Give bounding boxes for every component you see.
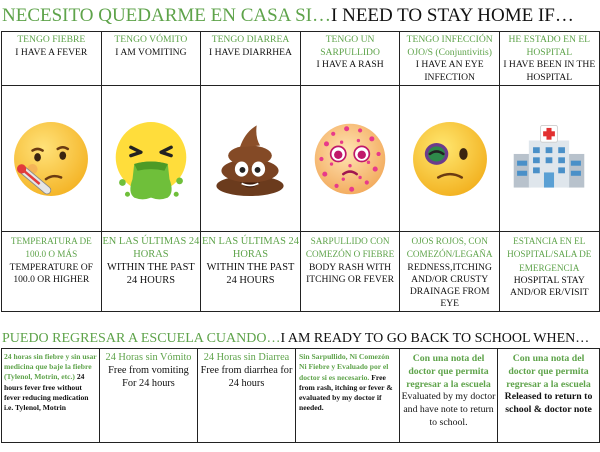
fever-header-es: TENGO FIEBRE xyxy=(17,34,86,45)
diarrhea-footer xyxy=(201,232,301,312)
return-eye-cell xyxy=(400,349,498,443)
diarrhea-picture-cell xyxy=(201,86,301,232)
fever-footer-es: TEMPERATURA DE 100.0 O MÁS xyxy=(10,236,92,260)
vomit-footer-en: WITHIN THE PAST 24 HOURS xyxy=(107,262,195,286)
return-fever-es: 24 horas sin fiebre y sin usar medicina que baje la fiebre (Tylenol, Motrin, etc.) xyxy=(4,352,97,382)
diarrhea-footer-en: WITHIN THE PAST 24 HOURS xyxy=(206,262,295,286)
return-diarrhea-en: Free from diarrhea for 24 hours xyxy=(200,365,293,389)
vomit-footer xyxy=(101,232,201,312)
vomit-header-es: TENGO VÓMITO xyxy=(114,34,188,45)
hospital-footer-en: HOSPITAL STAY AND/OR ER/VISIT xyxy=(509,274,589,299)
eye-footer xyxy=(400,232,500,312)
rash-footer xyxy=(300,232,400,312)
diarrhea-footer-es: EN LAS ÚLTIMAS 24 HORAS xyxy=(202,236,299,260)
eye-footer-es: OJOS ROJOS, CON COMEZÓN/LEGAÑA xyxy=(406,236,493,260)
stay-home-title-en: I NEED TO STAY HOME IF… xyxy=(331,5,574,26)
eye-header-en: I HAVE AN EYE INFECTION xyxy=(415,59,484,83)
return-rash-cell xyxy=(296,349,400,443)
return-school-title-en: I AM READY TO GO BACK TO SCHOOL WHEN… xyxy=(280,331,590,346)
return-diarrhea-es: 24 Horas sin Diarrea xyxy=(203,352,290,363)
return-diarrhea-cell xyxy=(198,349,296,443)
diarrhea-header xyxy=(201,32,301,86)
poop-icon xyxy=(208,117,292,201)
eye-footer-en: REDNESS,ITCHING AND/OR CRUSTY DRAINAGE FROM EYE xyxy=(407,261,492,310)
rash-header xyxy=(300,32,400,86)
thermometer-face-icon xyxy=(9,117,93,201)
rash-footer-en: BODY RASH WITH ITCHING OR FEVER xyxy=(306,261,395,285)
return-hospital-cell xyxy=(498,349,600,443)
vomiting-face-icon xyxy=(109,117,193,201)
diarrhea-header-en: I HAVE DIARRHEA xyxy=(209,46,292,58)
vomit-footer-es: EN LAS ÚLTIMAS 24 HORAS xyxy=(102,236,200,260)
hospital-header xyxy=(499,32,599,86)
fever-header-en: I HAVE A FEVER xyxy=(15,46,88,58)
rash-face-icon xyxy=(308,117,392,201)
vomit-picture-cell xyxy=(101,86,201,232)
rash-header-en: I HAVE A RASH xyxy=(316,59,384,71)
return-school-table xyxy=(1,348,600,443)
vomit-header xyxy=(101,32,201,86)
return-eye-es: Con una nota del doctor que permita regresar a la escuela xyxy=(406,353,491,390)
vomit-header-en: I AM VOMITING xyxy=(115,46,187,58)
hospital-footer-es: ESTANCIA EN EL HOSPITAL/SALA DE EMERGENCIA xyxy=(507,236,592,273)
return-rash-en: Free from rash, itching or fever & evaluated by my doctor if needed. xyxy=(299,372,393,413)
rash-footer-es: SARPULLIDO CON COMEZÓN O FIEBRE xyxy=(305,236,395,260)
eye-header xyxy=(400,32,500,86)
return-vomit-cell xyxy=(100,349,198,443)
fever-picture-cell xyxy=(2,86,102,232)
fever-footer xyxy=(2,232,102,312)
return-fever-cell xyxy=(2,349,100,443)
fever-footer-en: TEMPERATURE OF 100.0 OR HIGHER xyxy=(9,261,93,285)
eye-infection-face-icon xyxy=(408,117,492,201)
stay-home-title xyxy=(2,3,598,31)
diarrhea-header-es: TENGO DIARREA xyxy=(211,34,290,45)
fever-header xyxy=(2,32,102,86)
hospital-footer xyxy=(499,232,599,312)
eye-header-es: TENGO INFECCIÓN OJO/S (Conjuntivitis) xyxy=(406,34,493,58)
stay-home-title-es: NECESITO QUEDARME EN CASA SI… xyxy=(2,5,332,26)
return-fever-en: 24 hours fever free without fever reducing medication i.e. Tylenol, Motrin xyxy=(4,372,89,413)
rash-header-es: TENGO UN SARPULLIDO xyxy=(320,34,380,58)
return-hospital-en: Released to return to school & doctor note xyxy=(504,391,593,416)
return-vomit-es: 24 Horas sin Vómito xyxy=(105,352,192,363)
return-vomit-en: Free from vomiting For 24 hours xyxy=(108,365,189,389)
return-rash-es: Sin Sarpullido, Ni Comezón Ni Fiebre y Evaluado por el doctor si es necesario. xyxy=(299,352,390,382)
return-school-title-es: PUEDO REGRESAR A ESCUELA CUANDO… xyxy=(2,331,281,346)
hospital-header-es: HE ESTADO EN EL HOSPITAL xyxy=(508,34,591,58)
return-eye-en: Evaluated by my doctor and have note to return to school. xyxy=(401,391,496,428)
return-hospital-es: Con una nota del doctor que permita regresar a la escuela xyxy=(506,353,591,390)
hospital-picture-cell xyxy=(499,86,599,232)
rash-picture-cell xyxy=(300,86,400,232)
eye-infection-picture-cell xyxy=(400,86,500,232)
hospital-header-en: I HAVE BEEN IN THE HOSPITAL xyxy=(503,59,596,83)
hospital-icon xyxy=(507,117,591,201)
stay-home-table xyxy=(1,31,600,312)
